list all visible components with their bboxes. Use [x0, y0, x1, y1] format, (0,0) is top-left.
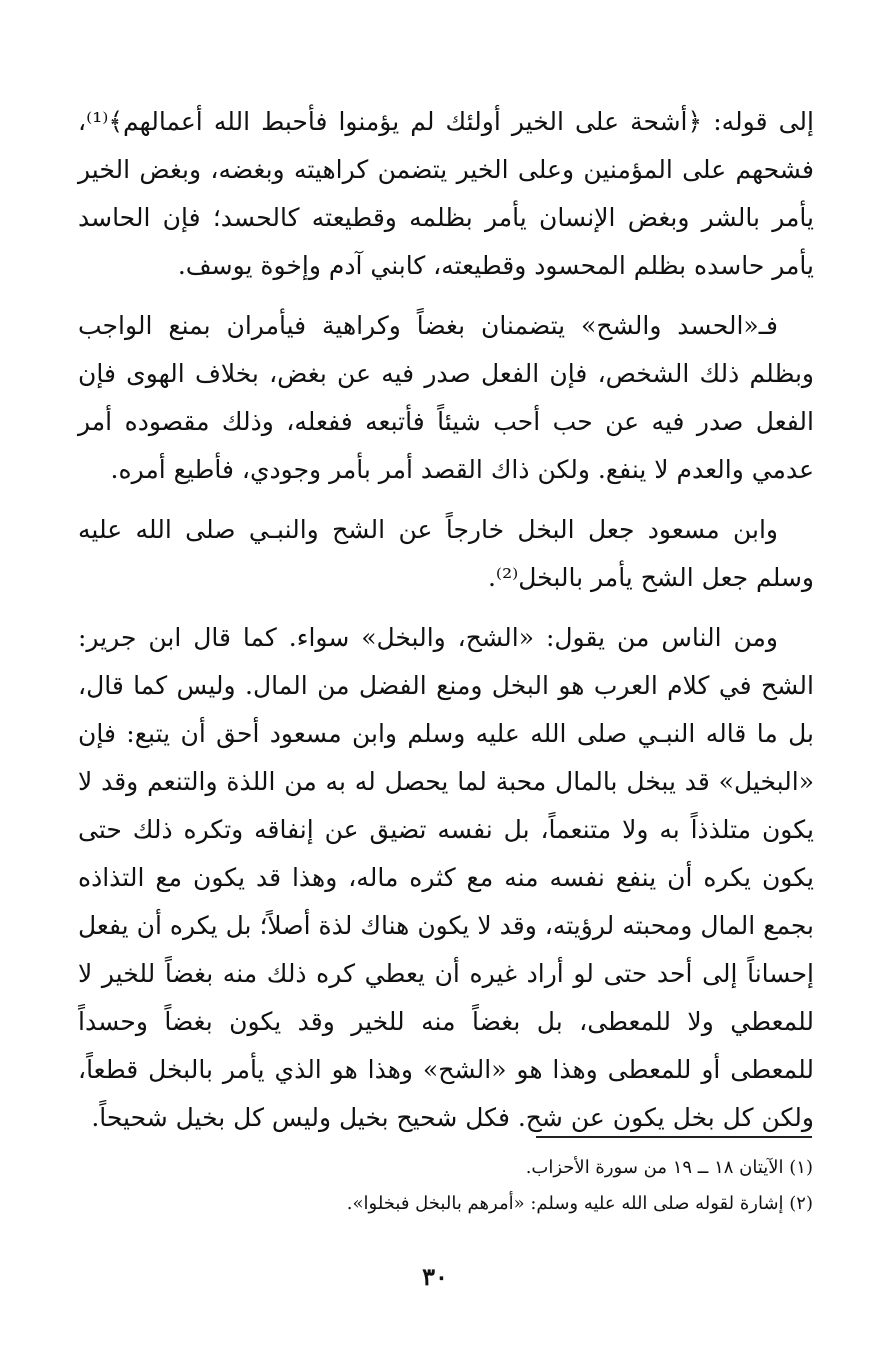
paragraph-4: ومن الناس من يقول: «الشح، والبخل» سواء. كما قال ابن جرير: الشح في كلام العرب هو البخل ومنع الفضل من المال. وليس كما قال، بل ما قاله النبـي صلى الله عليه وسلم وابن مسعود أحق أن يتبع: فإن «البخيل» قد يبخل بالمال محبة لما يحصل له به من اللذة والتنعم وقد لا يكون متلذذاً به ولا متنعماً، بل نفسه تضيق عن إنفاقه وتكره ذلك حتى يكون يكره أن ينفع نفسه منه مع كثره ماله، وهذا قد يكون مع التذاذه بجمع المال ومحبته لرؤيته، وقد لا يكون هناك لذة أصلاً؛ بل يكره أن يفعل إحساناً إلى أحد حتى لو أراد غيره أن يعطي كره ذلك منه بغضاً للخير لا للمعطي ولا للمعطى، بل بغضاً منه للخير وقد يكون بغضاً وحسداً للمعطى أو للمعطى وهذا هو «الشح» وهذا هو الذي يأمر بالبخل قطعاً، ولكن كل بخل يكون عن شح. فكل شحيح بخيل وليس كل بخيل شحيحاً. — [78, 623, 814, 1132]
paragraph-2: فـ«الحسد والشح» يتضمنان بغضاً وكراهية فيأمران بمنع الواجب وبظلم ذلك الشخص، فإن الفعل صدر فيه عن بغض، بخلاف الهوى فإن الفعل صدر فيه عن حب أحب شيئاً فأتبعه ففعله، وذلك مقصوده أمر عدمي والعدم لا ينفع. ولكن ذاك القصد أمر بأمر وجودي، فأطيع أمره. — [78, 311, 814, 484]
paragraph-3: وابن مسعود جعل البخل خارجاً عن الشح والنبـي صلى الله عليه وسلم جعل الشح يأمر بالبخل⁽²⁾. — [78, 515, 814, 592]
page-number: ٣٠ — [422, 1262, 448, 1291]
footnote-separator — [536, 1136, 812, 1138]
paragraph-1: إلى قوله: ﴿أشحة على الخير أولئك لم يؤمنوا فأحبط الله أعمالهم﴾⁽¹⁾، فشحهم على المؤمنين وعلى الخير يتضمن كراهيته وبغضه، وبغض الخير يأمر بالشر وبغض الإنسان يأمر بظلمه وقطيعته كالحسد؛ فإن الحاسد يأمر حاسده بظلم المحسود وقطيعته، كابني آدم وإخوة يوسف. — [78, 107, 814, 280]
footnote-2: (٢) إشارة لقوله صلى الله عليه وسلم: «أمرهم بالبخل فبخلوا». — [346, 1193, 813, 1214]
main-text — [78, 98, 814, 1154]
footnotes — [200, 1150, 813, 1222]
footnote-1: (١) الآيتان ١٨ ــ ١٩ من سورة الأحزاب. — [525, 1157, 813, 1178]
